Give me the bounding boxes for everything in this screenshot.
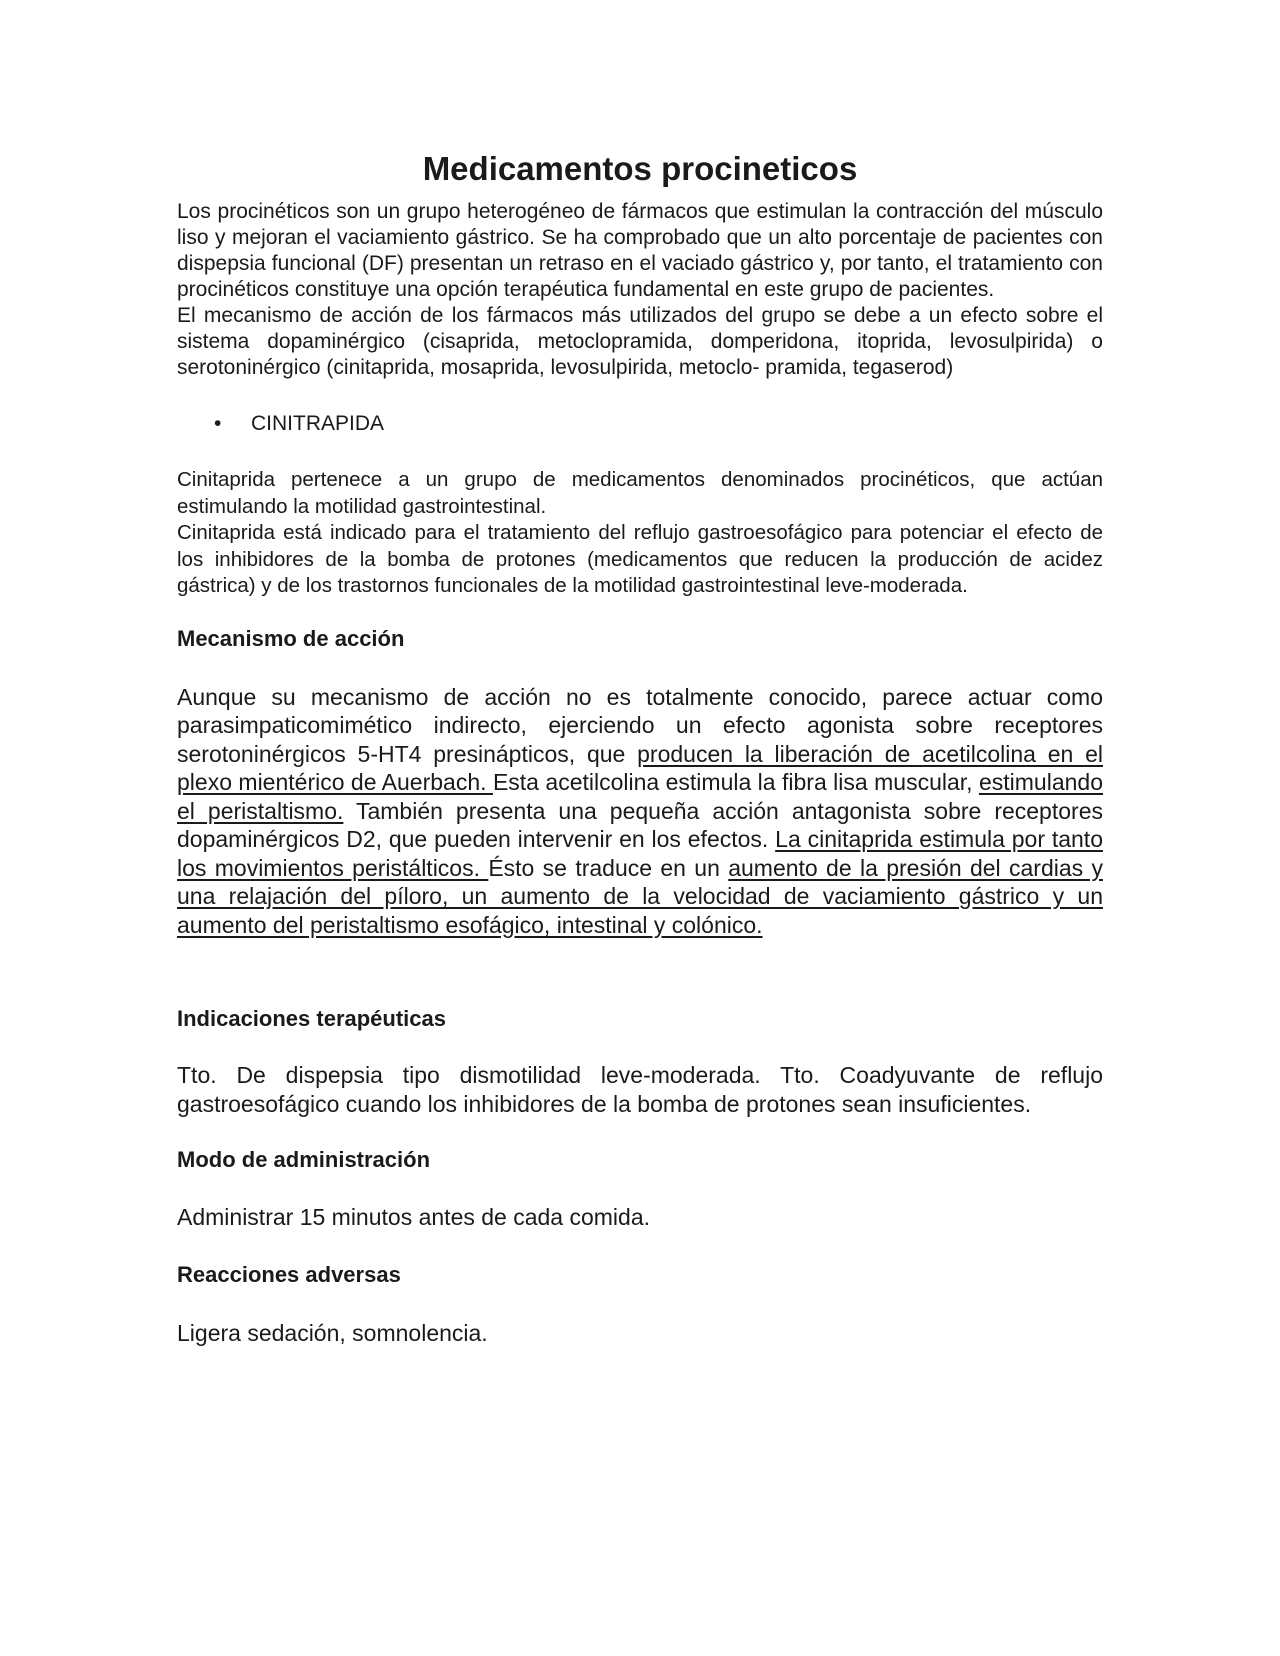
- document-title: Medicamentos procineticos: [422, 150, 858, 187]
- mecanismo-underline-4: aumento de la presión del cardias y una relajación del píloro, un aumento de la velocidad de vaciamiento gástrico y un aumento del peristaltismo esofágico, intestinal y colónico.: [177, 854, 1103, 938]
- intro-paragraph-1: Los procinéticos son un grupo heterogéneo de fármacos que estimulan la contracción del músculo liso y mejoran el vaciamiento gástrico. Se ha comprobado que un alto porcentaje de pacientes con dispepsia funcional (DF) presentan un retraso en el vaciado gástrico y, por tanto, el tratamiento con procinéticos constituye una opción terapéutica fundamental en este grupo de pacientes.: [177, 200, 1103, 301]
- indicaciones-paragraph: Tto. De dispepsia tipo dismotilidad leve-moderada. Tto. Coadyuvante de reflujo gastroesofágico cuando los inhibidores de la bomba de protones sean insuficientes.: [177, 1062, 1103, 1117]
- mecanismo-text-1: Aunque su mecanismo de acción no es totalmente conocido, parece actuar como parasimpaticomimético indirecto, ejerciendo un efecto agonista sobre receptores serotoninérgicos 5-HT4 presinápticos, que: [177, 683, 1103, 767]
- mecanismo-text-4: Ésto se traduce en un: [488, 854, 729, 881]
- bullet-item: [177, 411, 1103, 437]
- mecanismo-heading: Mecanismo de acción: [177, 625, 405, 651]
- mecanismo-underline-2: estimulando el peristaltismo.: [177, 769, 1103, 824]
- bullet-list: [177, 411, 1103, 437]
- cinitaprida-paragraph-1: Cinitaprida pertenece a un grupo de medicamentos denominados procinéticos, que actúan estimulando la motilidad gastrointestinal.: [177, 468, 1103, 518]
- modo-paragraph: Administrar 15 minutos antes de cada comida.: [177, 1204, 651, 1230]
- reacciones-heading: Reacciones adversas: [177, 1261, 401, 1287]
- mecanismo-paragraph: [177, 683, 1103, 940]
- intro-paragraph-2: El mecanismo de acción de los fármacos más utilizados del grupo se debe a un efecto sobre el sistema dopaminérgico (cisaprida, metoclopramida, domperidona, itoprida, levosulpirida) o serotoninérgico (cinitaprida, mosaprida, levosulpirida, metoclo- pramida, tegaserod): [177, 304, 1103, 379]
- reacciones-paragraph: Ligera sedación, somnolencia.: [177, 1319, 488, 1346]
- indicaciones-heading: Indicaciones terapéuticas: [177, 1006, 446, 1031]
- mecanismo-text-3: También presenta una pequeña acción antagonista sobre receptores dopaminérgicos D2, que pueden intervenir en los efectos.: [177, 797, 1103, 852]
- bullet-dot-icon: •: [214, 412, 222, 435]
- bullet-label: CINITRAPIDA: [251, 412, 385, 435]
- modo-heading: Modo de administración: [177, 1147, 431, 1172]
- mecanismo-underline-3: La cinitaprida estimula por tanto los movimientos peristálticos.: [177, 826, 1103, 881]
- cinitaprida-paragraph-2: Cinitaprida está indicado para el tratamiento del reflujo gastroesofágico para potenciar el efecto de los inhibidores de la bomba de protones (medicamentos que reducen la producción de acidez gástrica) y de los trastornos funcionales de la motilidad gastrointestinal leve-moderada.: [177, 521, 1103, 597]
- mecanismo-underline-1: producen la liberación de acetilcolina en el plexo mientérico de Auerbach.: [177, 740, 1103, 795]
- mecanismo-text-2: Esta acetilcolina estimula la fibra lisa muscular,: [492, 769, 979, 795]
